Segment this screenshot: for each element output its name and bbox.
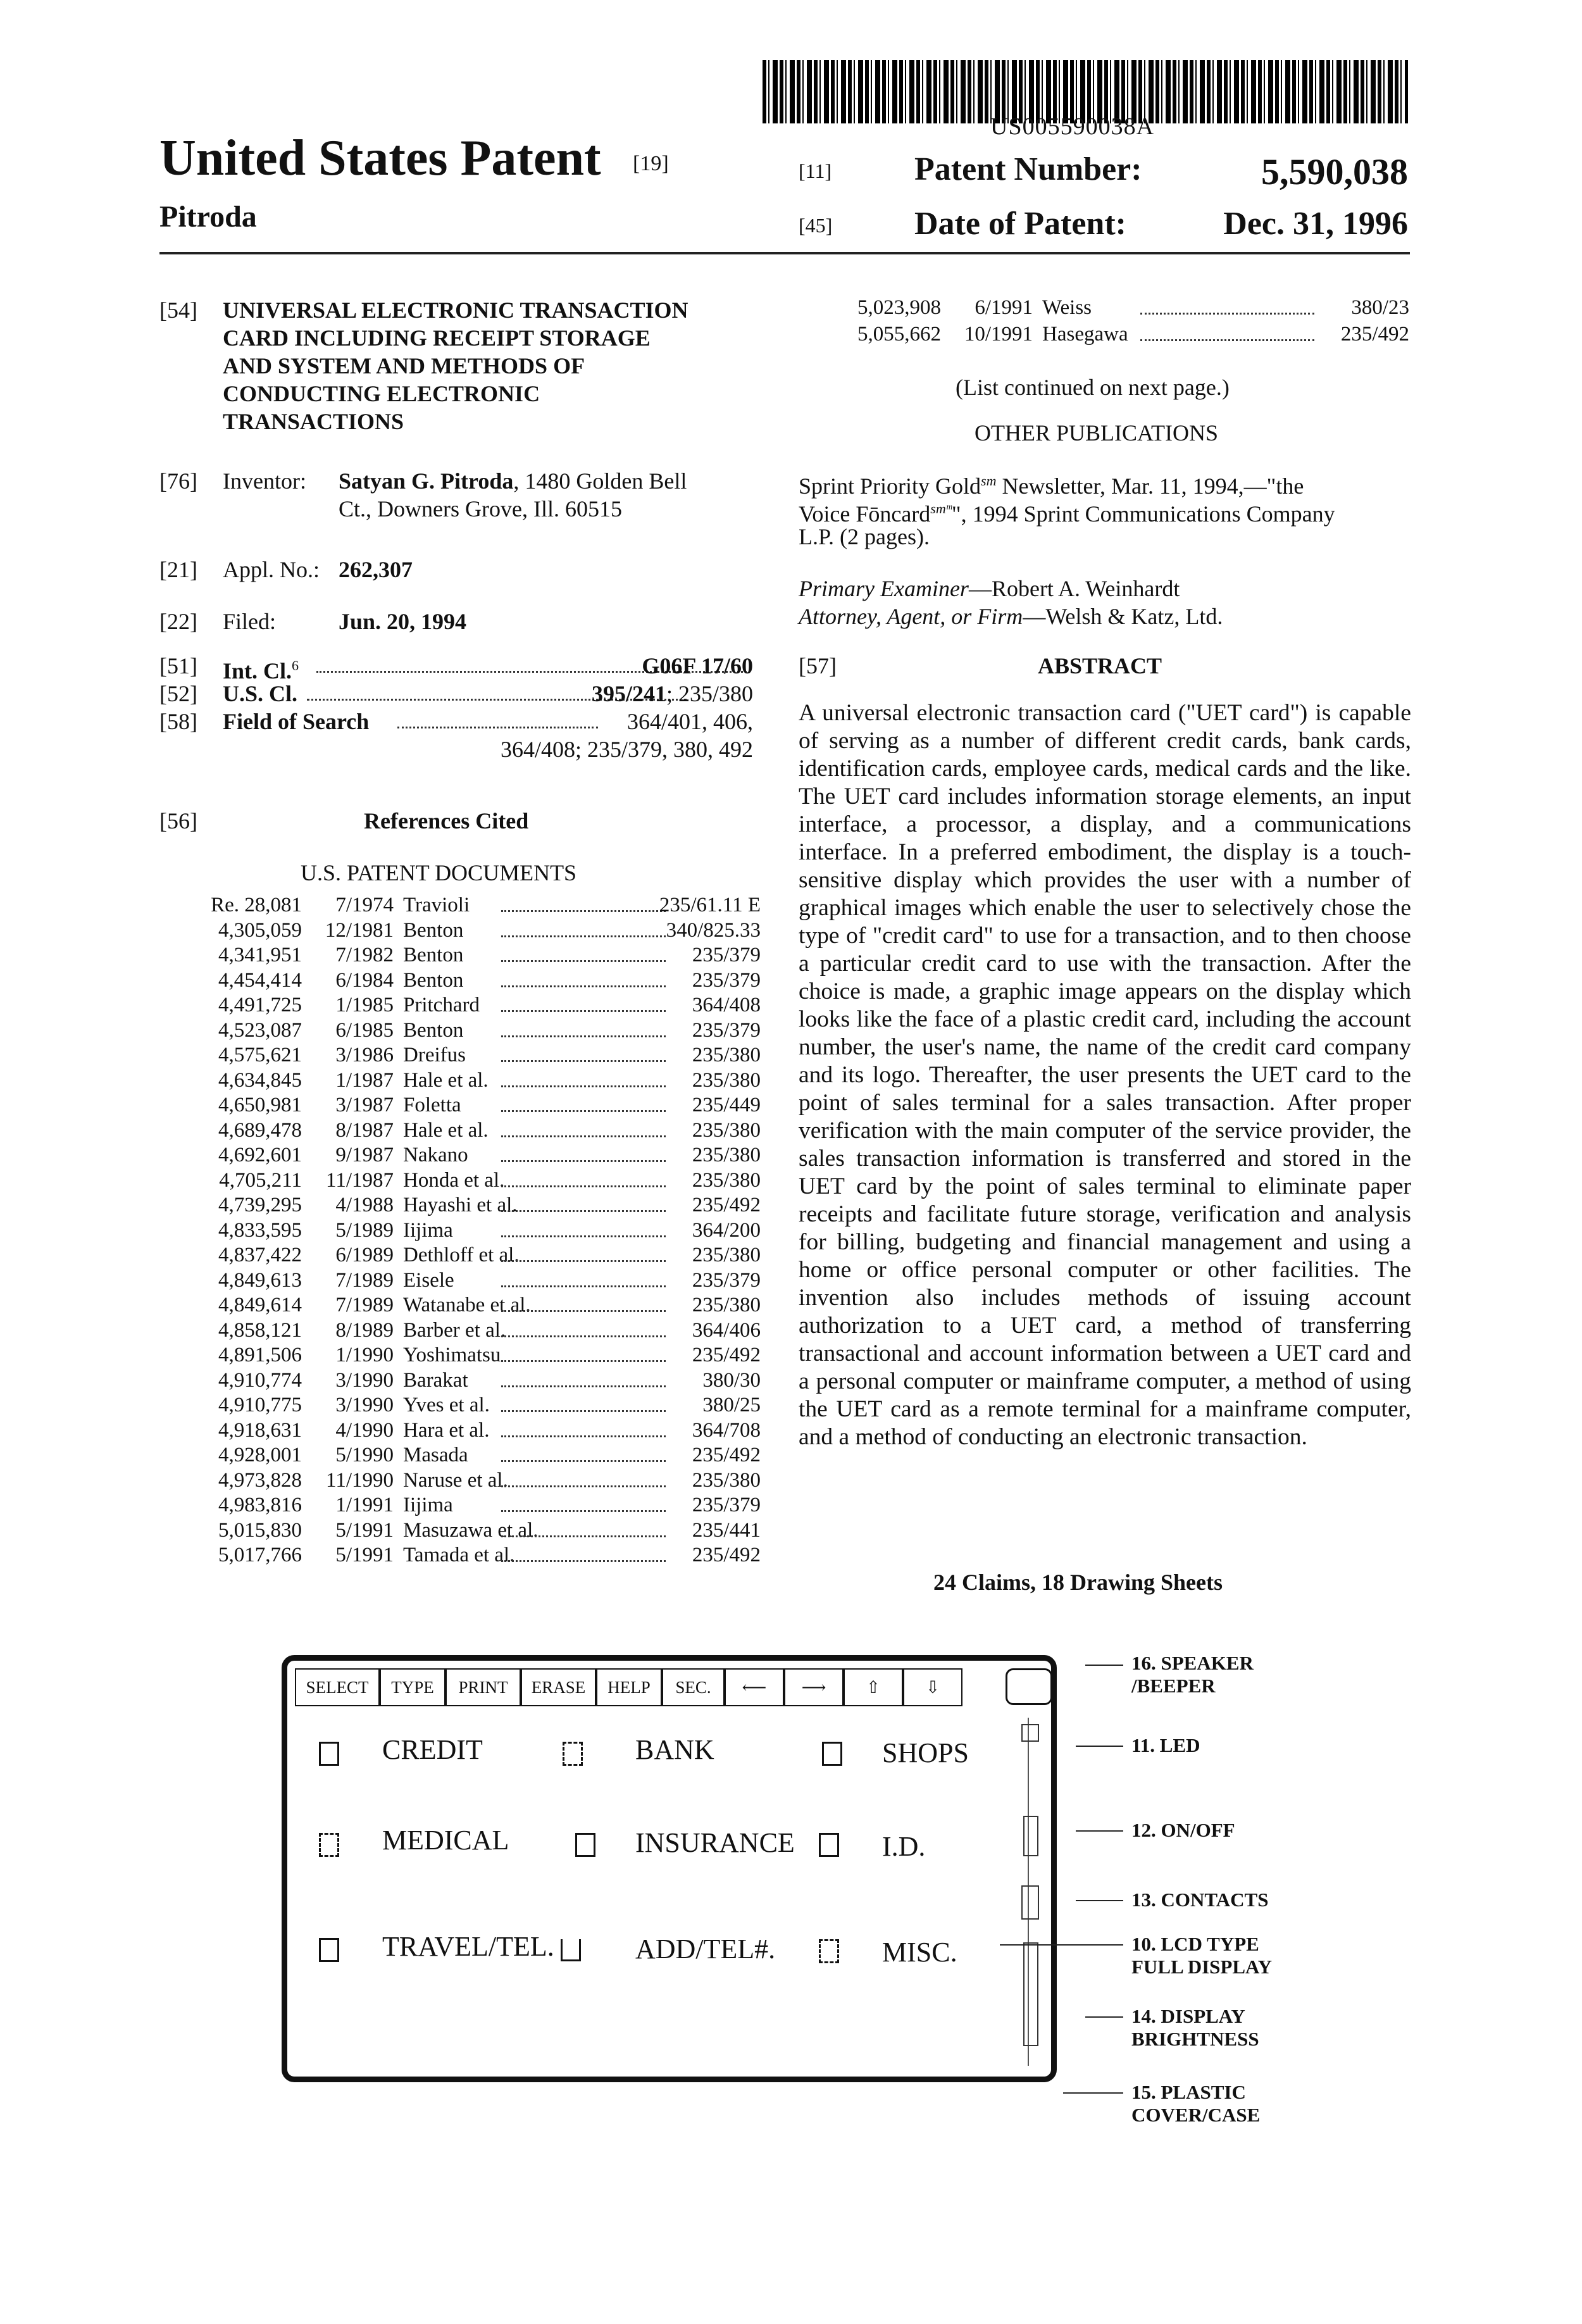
ref-name: Hale et al. — [403, 1068, 489, 1092]
callout-display: 14. DISPLAY — [1131, 2005, 1245, 2027]
ref-leader — [501, 1460, 666, 1462]
ref-leader — [501, 1160, 666, 1162]
ref-leader — [1140, 313, 1314, 315]
shops-checkbox[interactable] — [822, 1742, 842, 1766]
ref-date: 10/1991 — [964, 323, 1033, 346]
option-bank[interactable]: BANK — [635, 1734, 714, 1765]
attorney-label: Attorney, Agent, or Firm — [799, 604, 1023, 629]
patent-number: 5,590,038 — [1261, 151, 1408, 192]
reference-row — [159, 1519, 761, 1546]
reference-row — [159, 1469, 761, 1496]
ref-leader — [501, 1435, 666, 1437]
ref-number: 4,575,621 — [218, 1044, 302, 1066]
ref-class: 235/61.11 E — [659, 894, 761, 916]
ref-class: 235/379 — [692, 1018, 761, 1042]
callout-lcd: 10. LCD TYPE — [1131, 1933, 1259, 1955]
reference-row — [159, 1094, 761, 1120]
reference-row — [159, 969, 761, 996]
appl-number: 262,307 — [339, 557, 413, 582]
callout-plastic: 15. PLASTIC — [1131, 2081, 1246, 2103]
ref-date: 7/1974 — [335, 894, 394, 916]
ref-class: 235/379 — [692, 968, 761, 992]
ref-leader — [501, 1335, 666, 1337]
toolbar-sec[interactable]: SEC. — [662, 1668, 725, 1706]
reference-row — [159, 944, 761, 970]
ref-number: 4,305,059 — [218, 918, 302, 942]
uet-card-figure — [282, 1655, 1057, 2082]
ref-name: Watanabe et al. — [403, 1294, 531, 1316]
ref-date: 8/1987 — [335, 1118, 394, 1142]
title-code-54: [54] — [159, 297, 197, 323]
ref-date: 3/1990 — [335, 1394, 394, 1416]
ref-leader — [501, 1060, 666, 1062]
on-off-switch — [1023, 1816, 1038, 1856]
reference-row — [159, 1194, 761, 1220]
ref-date: 7/1982 — [335, 944, 394, 966]
inventor-code: [76] — [159, 468, 197, 494]
ref-class: 235/380 — [692, 1068, 761, 1092]
filed-date: Jun. 20, 1994 — [339, 609, 467, 634]
reference-row — [159, 1119, 761, 1146]
ref-leader — [501, 1260, 666, 1262]
ref-name: Eisele — [403, 1268, 454, 1292]
invention-title-3: AND SYSTEM AND METHODS OF — [223, 353, 585, 378]
other-pubs-heading: OTHER PUBLICATIONS — [975, 420, 1219, 446]
ref-date: 5/1991 — [335, 1518, 394, 1542]
ref-class: 235/441 — [692, 1518, 761, 1542]
ref-class: 380/25 — [702, 1394, 761, 1416]
title-code: [19] — [633, 152, 669, 175]
reference-row — [159, 1169, 761, 1196]
callout-brightness: BRIGHTNESS — [1131, 2028, 1259, 2050]
field-label: Field of Search — [223, 709, 370, 734]
list-continued-note: (List continued on next page.) — [956, 375, 1230, 400]
ref-date: 5/1991 — [335, 1544, 394, 1566]
ref-name: Benton — [403, 944, 464, 966]
speaker-beeper — [1006, 1668, 1052, 1705]
ref-name: Yves et al. — [403, 1394, 490, 1416]
pub-line1-rest: Newsletter, Mar. 11, 1994,—"the — [996, 473, 1304, 499]
ref-name: Dethloff et al. — [403, 1244, 520, 1266]
lcd-leader — [1000, 1944, 1123, 1946]
reference-row — [159, 1294, 761, 1320]
ref-leader — [501, 1410, 666, 1412]
claims-summary: 24 Claims, 18 Drawing Sheets — [933, 1570, 1223, 1595]
reference-row — [159, 1419, 761, 1446]
toolbar-help[interactable]: HELP — [596, 1668, 662, 1706]
ref-number: 4,983,816 — [218, 1494, 302, 1516]
callout-full-display: FULL DISPLAY — [1131, 1956, 1272, 1978]
ref-date: 7/1989 — [335, 1268, 394, 1292]
ref-number: 4,918,631 — [218, 1418, 302, 1442]
reference-row — [159, 1394, 761, 1420]
reference-row — [159, 1069, 761, 1096]
intcl-value: G06F 17/60 — [642, 653, 753, 678]
ref-class: 235/380 — [692, 1244, 761, 1266]
ref-name: Weiss — [1042, 296, 1092, 319]
ref-date: 6/1985 — [335, 1018, 394, 1042]
toolbar-erase[interactable]: ERASE — [521, 1668, 596, 1706]
ref-date: 7/1989 — [335, 1294, 394, 1316]
filed-label: Filed: — [223, 609, 277, 634]
ref-number: 4,634,845 — [218, 1068, 302, 1092]
speaker-leader — [1085, 1665, 1123, 1666]
ref-number: 4,692,601 — [218, 1144, 302, 1166]
ref-leader — [501, 1310, 666, 1312]
ref-name: Benton — [403, 1018, 464, 1042]
ref-name: Barakat — [403, 1368, 468, 1392]
primary-examiner — [799, 575, 1180, 603]
card-toolbar — [295, 1668, 962, 1706]
ref-date: 11/1987 — [326, 1168, 394, 1192]
ref-number: 4,928,001 — [218, 1444, 302, 1466]
ref-date: 12/1981 — [325, 918, 394, 942]
ref-date: 5/1989 — [335, 1218, 394, 1242]
reference-row — [799, 323, 1409, 349]
inventor-line1 — [339, 467, 687, 495]
ref-number: 4,910,775 — [218, 1394, 302, 1416]
inventor-surname: Pitroda — [159, 200, 257, 234]
ref-name: Travioli — [403, 894, 470, 916]
callout-led: 11. LED — [1131, 1734, 1200, 1756]
examiner-label: Primary Examiner — [799, 576, 969, 601]
ref-number: Re. 28,081 — [211, 894, 302, 916]
toolbar-type[interactable]: TYPE — [380, 1668, 445, 1706]
ref-number: 4,454,414 — [218, 968, 302, 992]
ref-class: 235/380 — [692, 1144, 761, 1166]
ref-date: 6/1991 — [975, 296, 1033, 319]
ref-class: 235/380 — [692, 1044, 761, 1066]
ref-number: 4,849,614 — [218, 1294, 302, 1316]
uscl-value-rest: ; 235/380 — [666, 681, 753, 706]
ref-number: 4,910,774 — [218, 1368, 302, 1392]
ref-class: 235/380 — [692, 1294, 761, 1316]
abstract-text: A universal electronic transaction card ("UET card") is capable of serving as a number of different credit cards, bank cards, identification cards, employee cards, medical cards and the like. The UET card includes information storage elements, an input interface, a processor, a display, and a communications interface. In a preferred embodiment, the display is a touch-sensitive display which provides the user with a number of graphical images which enable the user to selectively chose the type of "credit card" to use for a transaction, and to then choose a particular credit card to use with the transaction. After the choice is made, a graphic image appears on the display which looks like the face of a plastic credit card, including the account number, the user's name, the name of the credit card company and its logo. Thereafter, the user presents the UET card to the point of sales terminal for a sales transaction. After proper verification with the main computer of the service provider, the sales transaction information is transferred and stored in the UET card by the point of sales terminal to eliminate paper receipts and facilitate future storage, verification and analysis for billing, budgeting and financial management and using a home or office personal computer or other facilities. The invention also includes methods of issuing account authorization to a UET card, a method of transferring transactional and account information between a UET card and a personal computer or mainframe computer, a method of using the UET card as a remote terminal for a mainframe computer, and a method of conducting an electronic transaction. — [799, 700, 1411, 1450]
ref-number: 4,341,951 — [218, 944, 302, 966]
patent-date: Dec. 31, 1996 — [1223, 206, 1408, 242]
filed-code: [22] — [159, 609, 197, 634]
inventor-address-2: Ct., Downers Grove, Ill. 60515 — [339, 496, 622, 522]
attorney-name: —Welsh & Katz, Ltd. — [1023, 604, 1223, 629]
ref-number: 4,739,295 — [218, 1194, 302, 1216]
option-credit[interactable]: CREDIT — [382, 1734, 483, 1765]
reference-row — [159, 994, 761, 1020]
led-indicator — [1021, 1724, 1039, 1742]
ref-class: 235/380 — [692, 1468, 761, 1492]
ref-leader — [501, 1135, 666, 1137]
intcl-label-text: Int. Cl. — [223, 658, 292, 684]
field-code: [58] — [159, 709, 197, 734]
ref-name: Pritchard — [403, 994, 480, 1016]
appl-label: Appl. No.: — [223, 557, 320, 582]
reference-row — [159, 1219, 761, 1246]
pub-line1-text: Sprint Priority Gold — [799, 473, 981, 499]
inventor-name: Satyan G. Pitroda — [339, 468, 514, 494]
reference-row — [159, 894, 761, 920]
field-value-1: 364/401, 406, — [626, 709, 753, 734]
ref-class: 235/379 — [692, 1494, 761, 1516]
reference-row — [159, 1344, 761, 1370]
invention-title-5: TRANSACTIONS — [223, 409, 404, 434]
ref-number: 4,491,725 — [218, 994, 302, 1016]
ref-name: Iijima — [403, 1494, 453, 1516]
case-leader — [1063, 2092, 1123, 2094]
patent-title: United States Patent — [159, 130, 601, 186]
ref-date: 1/1985 — [335, 994, 394, 1016]
attorney — [799, 603, 1223, 630]
ref-name: Naruse et al. — [403, 1468, 508, 1492]
ref-name: Barber et al. — [403, 1318, 506, 1342]
ref-leader — [501, 1385, 666, 1387]
ref-class: 235/492 — [692, 1194, 761, 1216]
uscl-value — [566, 680, 753, 708]
ref-number: 5,023,908 — [857, 296, 941, 319]
pub-line2-text: Voice Fōncard — [799, 501, 931, 527]
ref-name: Iijima — [403, 1218, 453, 1242]
travel-checkbox[interactable] — [319, 1938, 339, 1962]
patent-number-code: [11] — [799, 159, 832, 182]
ref-class: 340/825.33 — [666, 918, 761, 942]
reference-row — [159, 1244, 761, 1270]
misc-checkbox[interactable] — [819, 1939, 839, 1963]
publication-line-3: L.P. (2 pages). — [799, 524, 930, 549]
ref-class: 380/30 — [702, 1368, 761, 1392]
led-leader — [1076, 1746, 1123, 1747]
callout-contacts: 13. CONTACTS — [1131, 1889, 1269, 1911]
insurance-checkbox[interactable] — [575, 1833, 595, 1857]
ref-class: 235/492 — [1340, 323, 1409, 346]
reference-row — [159, 1144, 761, 1170]
ref-number: 4,837,422 — [218, 1244, 302, 1266]
ref-number: 5,015,830 — [218, 1518, 302, 1542]
ref-number: 5,055,662 — [857, 323, 941, 346]
patent-number-label: Patent Number: — [914, 151, 1142, 187]
option-add-tel[interactable]: ADD/TEL#. — [635, 1934, 776, 1965]
ref-date: 1/1991 — [335, 1494, 394, 1516]
ref-number: 4,858,121 — [218, 1318, 302, 1342]
ref-class: 364/708 — [692, 1418, 761, 1442]
option-shops[interactable]: SHOPS — [882, 1737, 969, 1768]
ref-leader — [501, 1210, 666, 1212]
intcl-sup: 6 — [292, 658, 299, 673]
ref-date: 11/1990 — [326, 1468, 394, 1492]
field-leader — [397, 727, 598, 728]
reference-row — [159, 1369, 761, 1396]
abstract-heading: ABSTRACT — [1038, 653, 1162, 678]
ref-leader — [501, 1035, 666, 1037]
ref-class: 235/449 — [692, 1094, 761, 1116]
contacts — [1021, 1885, 1039, 1920]
ref-leader — [501, 985, 666, 987]
callout-speaker: 16. SPEAKER — [1131, 1652, 1254, 1674]
up-arrow-icon[interactable]: ⇧ — [844, 1668, 903, 1706]
down-arrow-icon[interactable]: ⇩ — [903, 1668, 962, 1706]
ref-leader — [501, 1235, 666, 1237]
ref-leader — [501, 935, 666, 937]
ref-class: 235/380 — [692, 1168, 761, 1192]
pub-line2-rest: ", 1994 Sprint Communications Company — [951, 501, 1335, 527]
examiner-name: —Robert A. Weinhardt — [968, 576, 1180, 601]
ref-leader — [501, 1185, 666, 1187]
date-label: Date of Patent: — [914, 206, 1126, 242]
ref-class: 364/408 — [692, 994, 761, 1016]
pub-sm-1: sm — [981, 473, 997, 489]
ref-name: Benton — [403, 918, 464, 942]
ref-leader — [501, 1010, 666, 1012]
reference-row — [159, 1444, 761, 1470]
id-checkbox[interactable] — [819, 1833, 839, 1857]
barcode-number: US005590038A — [990, 113, 1155, 140]
ref-number: 4,833,595 — [218, 1218, 302, 1242]
ref-leader — [501, 1110, 666, 1112]
ref-name: Hale et al. — [403, 1118, 489, 1142]
ref-class: 380/23 — [1351, 296, 1409, 319]
ref-name: Masada — [403, 1444, 468, 1466]
bank-checkbox[interactable] — [563, 1742, 583, 1766]
callout-on-off: 12. ON/OFF — [1131, 1819, 1235, 1841]
right-arrow-icon[interactable]: ⟶ — [784, 1668, 844, 1706]
ref-leader — [501, 1485, 666, 1487]
ref-name: Dreifus — [403, 1044, 466, 1066]
ref-number: 4,891,506 — [218, 1344, 302, 1366]
credit-checkbox[interactable] — [319, 1742, 339, 1766]
brightness-leader — [1085, 2016, 1123, 2018]
ref-name: Foletta — [403, 1094, 461, 1116]
reference-row — [159, 1319, 761, 1346]
medical-checkbox[interactable] — [319, 1833, 339, 1857]
pub-sm-2: smᵐ — [930, 501, 952, 516]
refs-code: [56] — [159, 808, 197, 834]
ref-date: 5/1990 — [335, 1444, 394, 1466]
add-tel-checkbox[interactable] — [561, 1939, 581, 1961]
ref-number: 5,017,766 — [218, 1544, 302, 1566]
reference-row — [159, 1544, 761, 1570]
option-insurance[interactable]: INSURANCE — [635, 1827, 795, 1858]
ref-number: 4,705,211 — [219, 1168, 302, 1192]
ref-class: 235/380 — [692, 1118, 761, 1142]
reference-row — [159, 919, 761, 946]
option-misc[interactable]: MISC. — [882, 1937, 957, 1968]
reference-row — [159, 1494, 761, 1520]
ref-number: 4,973,828 — [218, 1468, 302, 1492]
inventor-label: Inventor: — [223, 468, 306, 494]
callout-cover-case: COVER/CASE — [1131, 2104, 1261, 2126]
uscl-code: [52] — [159, 681, 197, 706]
on-off-leader — [1076, 1830, 1123, 1832]
uscl-value-main: 395/241 — [591, 681, 666, 706]
ref-class: 235/379 — [692, 944, 761, 966]
ref-date: 4/1988 — [335, 1194, 394, 1216]
ref-name: Hasegawa — [1042, 323, 1128, 346]
ref-name: Masuzawa et al. — [403, 1518, 539, 1542]
appl-code: [21] — [159, 557, 197, 582]
ref-leader — [501, 960, 666, 962]
references-heading: References Cited — [364, 808, 529, 834]
ref-name: Hara et al. — [403, 1418, 490, 1442]
ref-leader — [501, 910, 666, 912]
ref-name: Nakano — [403, 1144, 468, 1166]
ref-leader — [501, 1535, 666, 1537]
option-id[interactable]: I.D. — [882, 1831, 926, 1862]
brightness-slider[interactable] — [1023, 1942, 1038, 2046]
ref-date: 3/1986 — [335, 1044, 394, 1066]
ref-leader — [501, 1560, 666, 1562]
ref-date: 6/1989 — [335, 1244, 394, 1266]
ref-number: 4,650,981 — [218, 1094, 302, 1116]
ref-date: 3/1987 — [335, 1094, 394, 1116]
uscl-label: U.S. Cl. — [223, 681, 298, 706]
invention-title-4: CONDUCTING ELECTRONIC — [223, 381, 540, 406]
ref-class: 235/492 — [692, 1344, 761, 1366]
ref-number: 4,849,613 — [218, 1268, 302, 1292]
ref-name: Honda et al. — [403, 1168, 505, 1192]
ref-name: Benton — [403, 968, 464, 992]
reference-row — [159, 1044, 761, 1070]
ref-date: 1/1987 — [335, 1068, 394, 1092]
ref-class: 235/492 — [692, 1444, 761, 1466]
ref-leader — [1140, 339, 1314, 341]
toolbar-print[interactable]: PRINT — [445, 1668, 521, 1706]
header-rule — [159, 252, 1410, 254]
ref-leader — [501, 1360, 666, 1362]
ref-date: 3/1990 — [335, 1368, 394, 1392]
toolbar-select[interactable]: SELECT — [295, 1668, 380, 1706]
invention-title-2: CARD INCLUDING RECEIPT STORAGE — [223, 325, 651, 351]
intcl-code: [51] — [159, 653, 197, 678]
ref-number: 4,523,087 — [218, 1018, 302, 1042]
invention-title-1: UNIVERSAL ELECTRONIC TRANSACTION — [223, 297, 688, 323]
ref-class: 235/379 — [692, 1268, 761, 1292]
reference-row — [799, 296, 1409, 323]
date-code: [45] — [799, 214, 833, 237]
ref-class: 364/200 — [692, 1218, 761, 1242]
field-value-2: 364/408; 235/379, 380, 492 — [500, 737, 753, 762]
ref-name: Hayashi et al. — [403, 1194, 518, 1216]
callout-beeper: /BEEPER — [1131, 1675, 1216, 1697]
inventor-address-1: , 1480 Golden Bell — [513, 468, 687, 494]
option-travel-tel[interactable]: TRAVEL/TEL. — [382, 1931, 554, 1962]
ref-class: 235/492 — [692, 1544, 761, 1566]
contacts-leader — [1076, 1900, 1123, 1901]
ref-leader — [501, 1085, 666, 1087]
ref-number: 4,689,478 — [218, 1118, 302, 1142]
us-docs-heading: U.S. PATENT DOCUMENTS — [301, 860, 577, 885]
ref-date: 8/1989 — [335, 1318, 394, 1342]
ref-leader — [501, 1285, 666, 1287]
ref-class: 364/406 — [692, 1318, 761, 1342]
ref-date: 1/1990 — [335, 1344, 394, 1366]
option-medical[interactable]: MEDICAL — [382, 1825, 509, 1856]
reference-row — [159, 1269, 761, 1296]
reference-row — [159, 1019, 761, 1046]
ref-date: 9/1987 — [335, 1144, 394, 1166]
left-arrow-icon[interactable]: ⟵ — [725, 1668, 784, 1706]
ref-leader — [501, 1510, 666, 1512]
abstract-code: [57] — [799, 653, 837, 678]
ref-date: 4/1990 — [335, 1418, 394, 1442]
ref-date: 6/1984 — [335, 968, 394, 992]
ref-name: Tamada et al. — [403, 1544, 515, 1566]
ref-name: Yoshimatsu — [403, 1344, 501, 1366]
